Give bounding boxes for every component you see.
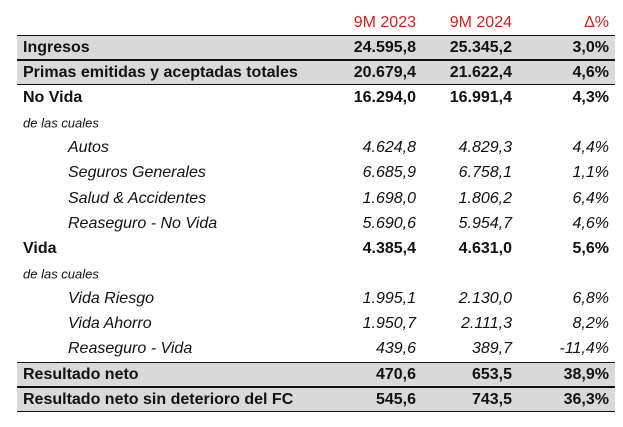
row-value-2023: 20.679,4 bbox=[353, 63, 416, 81]
table-row-reaseguro-no-vida bbox=[17, 211, 615, 236]
financial-table bbox=[17, 10, 615, 412]
row-value-2024: 6.758,1 bbox=[458, 164, 512, 182]
row-value-delta: 1,1% bbox=[572, 164, 609, 182]
row-value-delta: 6,8% bbox=[572, 290, 609, 308]
row-value-2023: 439,6 bbox=[375, 340, 416, 358]
row-value-delta: 3,0% bbox=[572, 38, 609, 56]
row-value-2024: 389,7 bbox=[471, 340, 512, 358]
row-label: Seguros Generales bbox=[68, 164, 206, 182]
header-col-3: Δ% bbox=[584, 13, 609, 31]
row-label: Vida bbox=[23, 239, 57, 257]
row-value-2023: 24.595,8 bbox=[353, 38, 416, 56]
row-value-delta: 4,4% bbox=[572, 139, 609, 157]
table-row-seguros-generales bbox=[17, 161, 615, 186]
row-label: de las cuales bbox=[23, 266, 99, 282]
row-value-2024: 4.631,0 bbox=[458, 239, 512, 257]
row-value-2023: 5.690,6 bbox=[362, 214, 416, 232]
row-label: Resultado neto bbox=[23, 365, 139, 383]
row-value-2023: 6.685,9 bbox=[362, 164, 416, 182]
row-value-2024: 2.111,3 bbox=[460, 315, 512, 333]
row-value-2023: 1.950,7 bbox=[362, 315, 416, 333]
row-value-2024: 4.829,3 bbox=[458, 139, 512, 157]
row-value-delta: 5,6% bbox=[572, 239, 609, 257]
header-row bbox=[17, 10, 615, 35]
header-col-1: 9M 2023 bbox=[353, 13, 416, 31]
row-label: Reaseguro - No Vida bbox=[68, 214, 218, 232]
row-value-2024: 743,5 bbox=[471, 390, 512, 408]
row-value-delta: 38,9% bbox=[563, 365, 609, 383]
table-row-de-las-cuales bbox=[17, 111, 615, 136]
row-value-2024: 1.806,2 bbox=[458, 189, 512, 207]
row-label: No Vida bbox=[23, 88, 83, 106]
row-value-delta: 4,3% bbox=[572, 88, 609, 106]
row-value-2023: 470,6 bbox=[375, 365, 416, 383]
row-value-2024: 25.345,2 bbox=[449, 38, 512, 56]
table-row-primas bbox=[17, 60, 615, 85]
row-value-delta: 4,6% bbox=[572, 214, 609, 232]
table-row-reaseguro-vida bbox=[17, 337, 615, 362]
row-label: Salud & Accidentes bbox=[68, 189, 207, 207]
table-row-vida-ahorro bbox=[17, 312, 615, 337]
table-row-salud-accidentes bbox=[17, 186, 615, 211]
row-value-2023: 545,6 bbox=[375, 390, 416, 408]
row-value-2023: 4.624,8 bbox=[362, 139, 416, 157]
row-value-2024: 16.991,4 bbox=[449, 88, 512, 106]
row-label: de las cuales bbox=[23, 115, 99, 131]
row-label: Vida Riesgo bbox=[68, 290, 154, 308]
table-row-resultado-neto bbox=[17, 362, 615, 387]
row-value-delta: 36,3% bbox=[563, 390, 609, 408]
row-value-delta: 8,2% bbox=[572, 315, 609, 333]
row-value-delta: 4,6% bbox=[572, 63, 609, 81]
table-row-vida bbox=[17, 236, 615, 261]
row-value-2024: 21.622,4 bbox=[449, 63, 512, 81]
row-label: Vida Ahorro bbox=[68, 315, 152, 333]
row-value-2023: 1.995,1 bbox=[362, 290, 416, 308]
table-row-vida-riesgo bbox=[17, 287, 615, 312]
row-value-2024: 2.130,0 bbox=[458, 290, 512, 308]
row-value-2023: 16.294,0 bbox=[353, 88, 416, 106]
row-label: Ingresos bbox=[23, 38, 90, 56]
row-value-delta: -11,4% bbox=[559, 340, 609, 358]
row-label: Autos bbox=[68, 139, 109, 157]
row-value-2024: 653,5 bbox=[471, 365, 512, 383]
header-col-2: 9M 2024 bbox=[449, 13, 512, 31]
row-value-2023: 4.385,4 bbox=[362, 239, 416, 257]
table-row-autos bbox=[17, 136, 615, 161]
table-row-ingresos bbox=[17, 35, 615, 60]
table-row-de-las-cuales bbox=[17, 262, 615, 287]
table-row-no-vida bbox=[17, 85, 615, 110]
row-value-2024: 5.954,7 bbox=[458, 214, 512, 232]
table-row-resultado-neto-sin-deterioro bbox=[17, 387, 615, 412]
row-label: Resultado neto sin deterioro del FC bbox=[23, 390, 294, 408]
row-label: Primas emitidas y aceptadas totales bbox=[23, 63, 298, 81]
row-label: Reaseguro - Vida bbox=[68, 340, 193, 358]
row-value-delta: 6,4% bbox=[572, 189, 609, 207]
row-value-2023: 1.698,0 bbox=[362, 189, 416, 207]
